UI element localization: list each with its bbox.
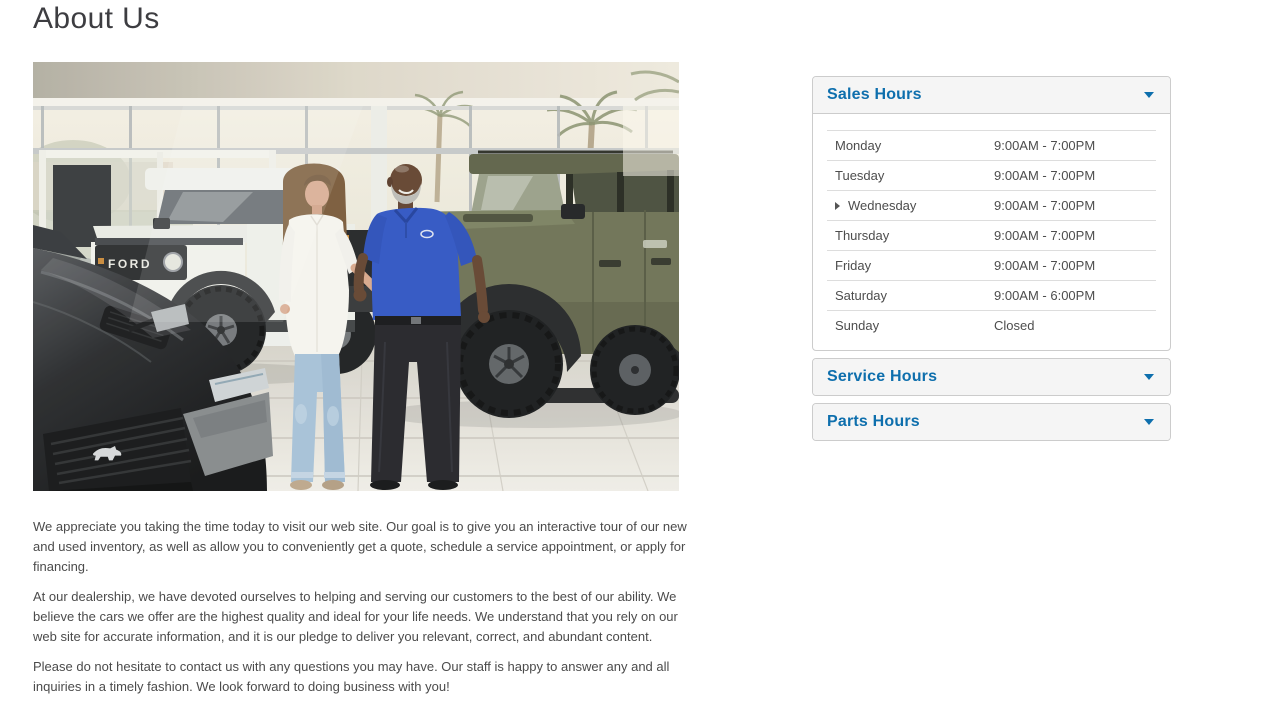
- sales-hours-header[interactable]: [813, 77, 1170, 113]
- panel-title: Service Hours: [827, 368, 938, 385]
- hours-value: 9:00AM - 6:00PM: [986, 281, 1156, 311]
- hours-row: [827, 221, 1156, 251]
- hours-row: [827, 281, 1156, 311]
- about-paragraph: We appreciate you taking the time today to visit our web site. Our goal is to give you an interactive tour of our new and used inventory, as well as allow you to conveniently get a quote, schedule a service appointment, or apply for financing.: [33, 519, 687, 574]
- ford-grille-text: FORD: [108, 257, 152, 271]
- service-hours-header[interactable]: [813, 359, 1170, 395]
- hours-value: 9:00AM - 7:00PM: [986, 191, 1156, 221]
- hours-row: [827, 311, 1156, 341]
- hours-value: Closed: [986, 311, 1156, 341]
- day-label: Thursday: [835, 228, 890, 243]
- day-label: Friday: [835, 258, 872, 273]
- hours-value: 9:00AM - 7:00PM: [986, 161, 1156, 191]
- hours-row-today: [827, 191, 1156, 221]
- about-paragraph: Please do not hesitate to contact us with any questions you may have. Our staff is happy to answer any and all inquiries in a timely fashion. We look forward to doing business with you!: [33, 659, 670, 694]
- chevron-down-icon: [1144, 374, 1154, 380]
- page-title: About Us: [33, 2, 160, 35]
- chevron-down-icon: [1144, 419, 1154, 425]
- hours-value: 9:00AM - 7:00PM: [986, 221, 1156, 251]
- hours-row: [827, 131, 1156, 161]
- hours-row: [827, 251, 1156, 281]
- hours-row: [827, 161, 1156, 191]
- window-glare: [33, 62, 679, 491]
- parts-hours-header[interactable]: [813, 404, 1170, 440]
- caret-right-icon: [835, 202, 840, 210]
- chevron-down-icon: [1144, 92, 1154, 98]
- day-label: Sunday: [835, 318, 880, 333]
- panel-title: Parts Hours: [827, 413, 920, 430]
- day-label: Saturday: [835, 288, 888, 303]
- sales-hours-panel: [812, 76, 1171, 351]
- about-paragraph: At our dealership, we have devoted ourselves to helping and serving our customers to the best of our ability. We believe the cars we offer are the highest quality and ideal for your life needs. We understand that you rely on our web site for accurate information, and it is our pledge to deliver you relevant, correct, and abundant content.: [33, 589, 678, 644]
- panel-title: Sales Hours: [827, 86, 922, 103]
- day-label: Wednesday: [848, 198, 917, 213]
- parts-hours-panel: [812, 403, 1171, 441]
- showroom-photo: [33, 62, 679, 491]
- about-text: [33, 517, 690, 707]
- day-label: Monday: [835, 138, 882, 153]
- showroom-photo-illustration: [33, 62, 679, 491]
- sales-hours-body: [813, 113, 1170, 350]
- hours-value: 9:00AM - 7:00PM: [986, 131, 1156, 161]
- service-hours-panel: [812, 358, 1171, 396]
- sales-hours-table: [827, 130, 1156, 340]
- hours-accordion: [812, 76, 1171, 448]
- hours-value: 9:00AM - 7:00PM: [986, 251, 1156, 281]
- day-label: Tuesday: [835, 168, 885, 183]
